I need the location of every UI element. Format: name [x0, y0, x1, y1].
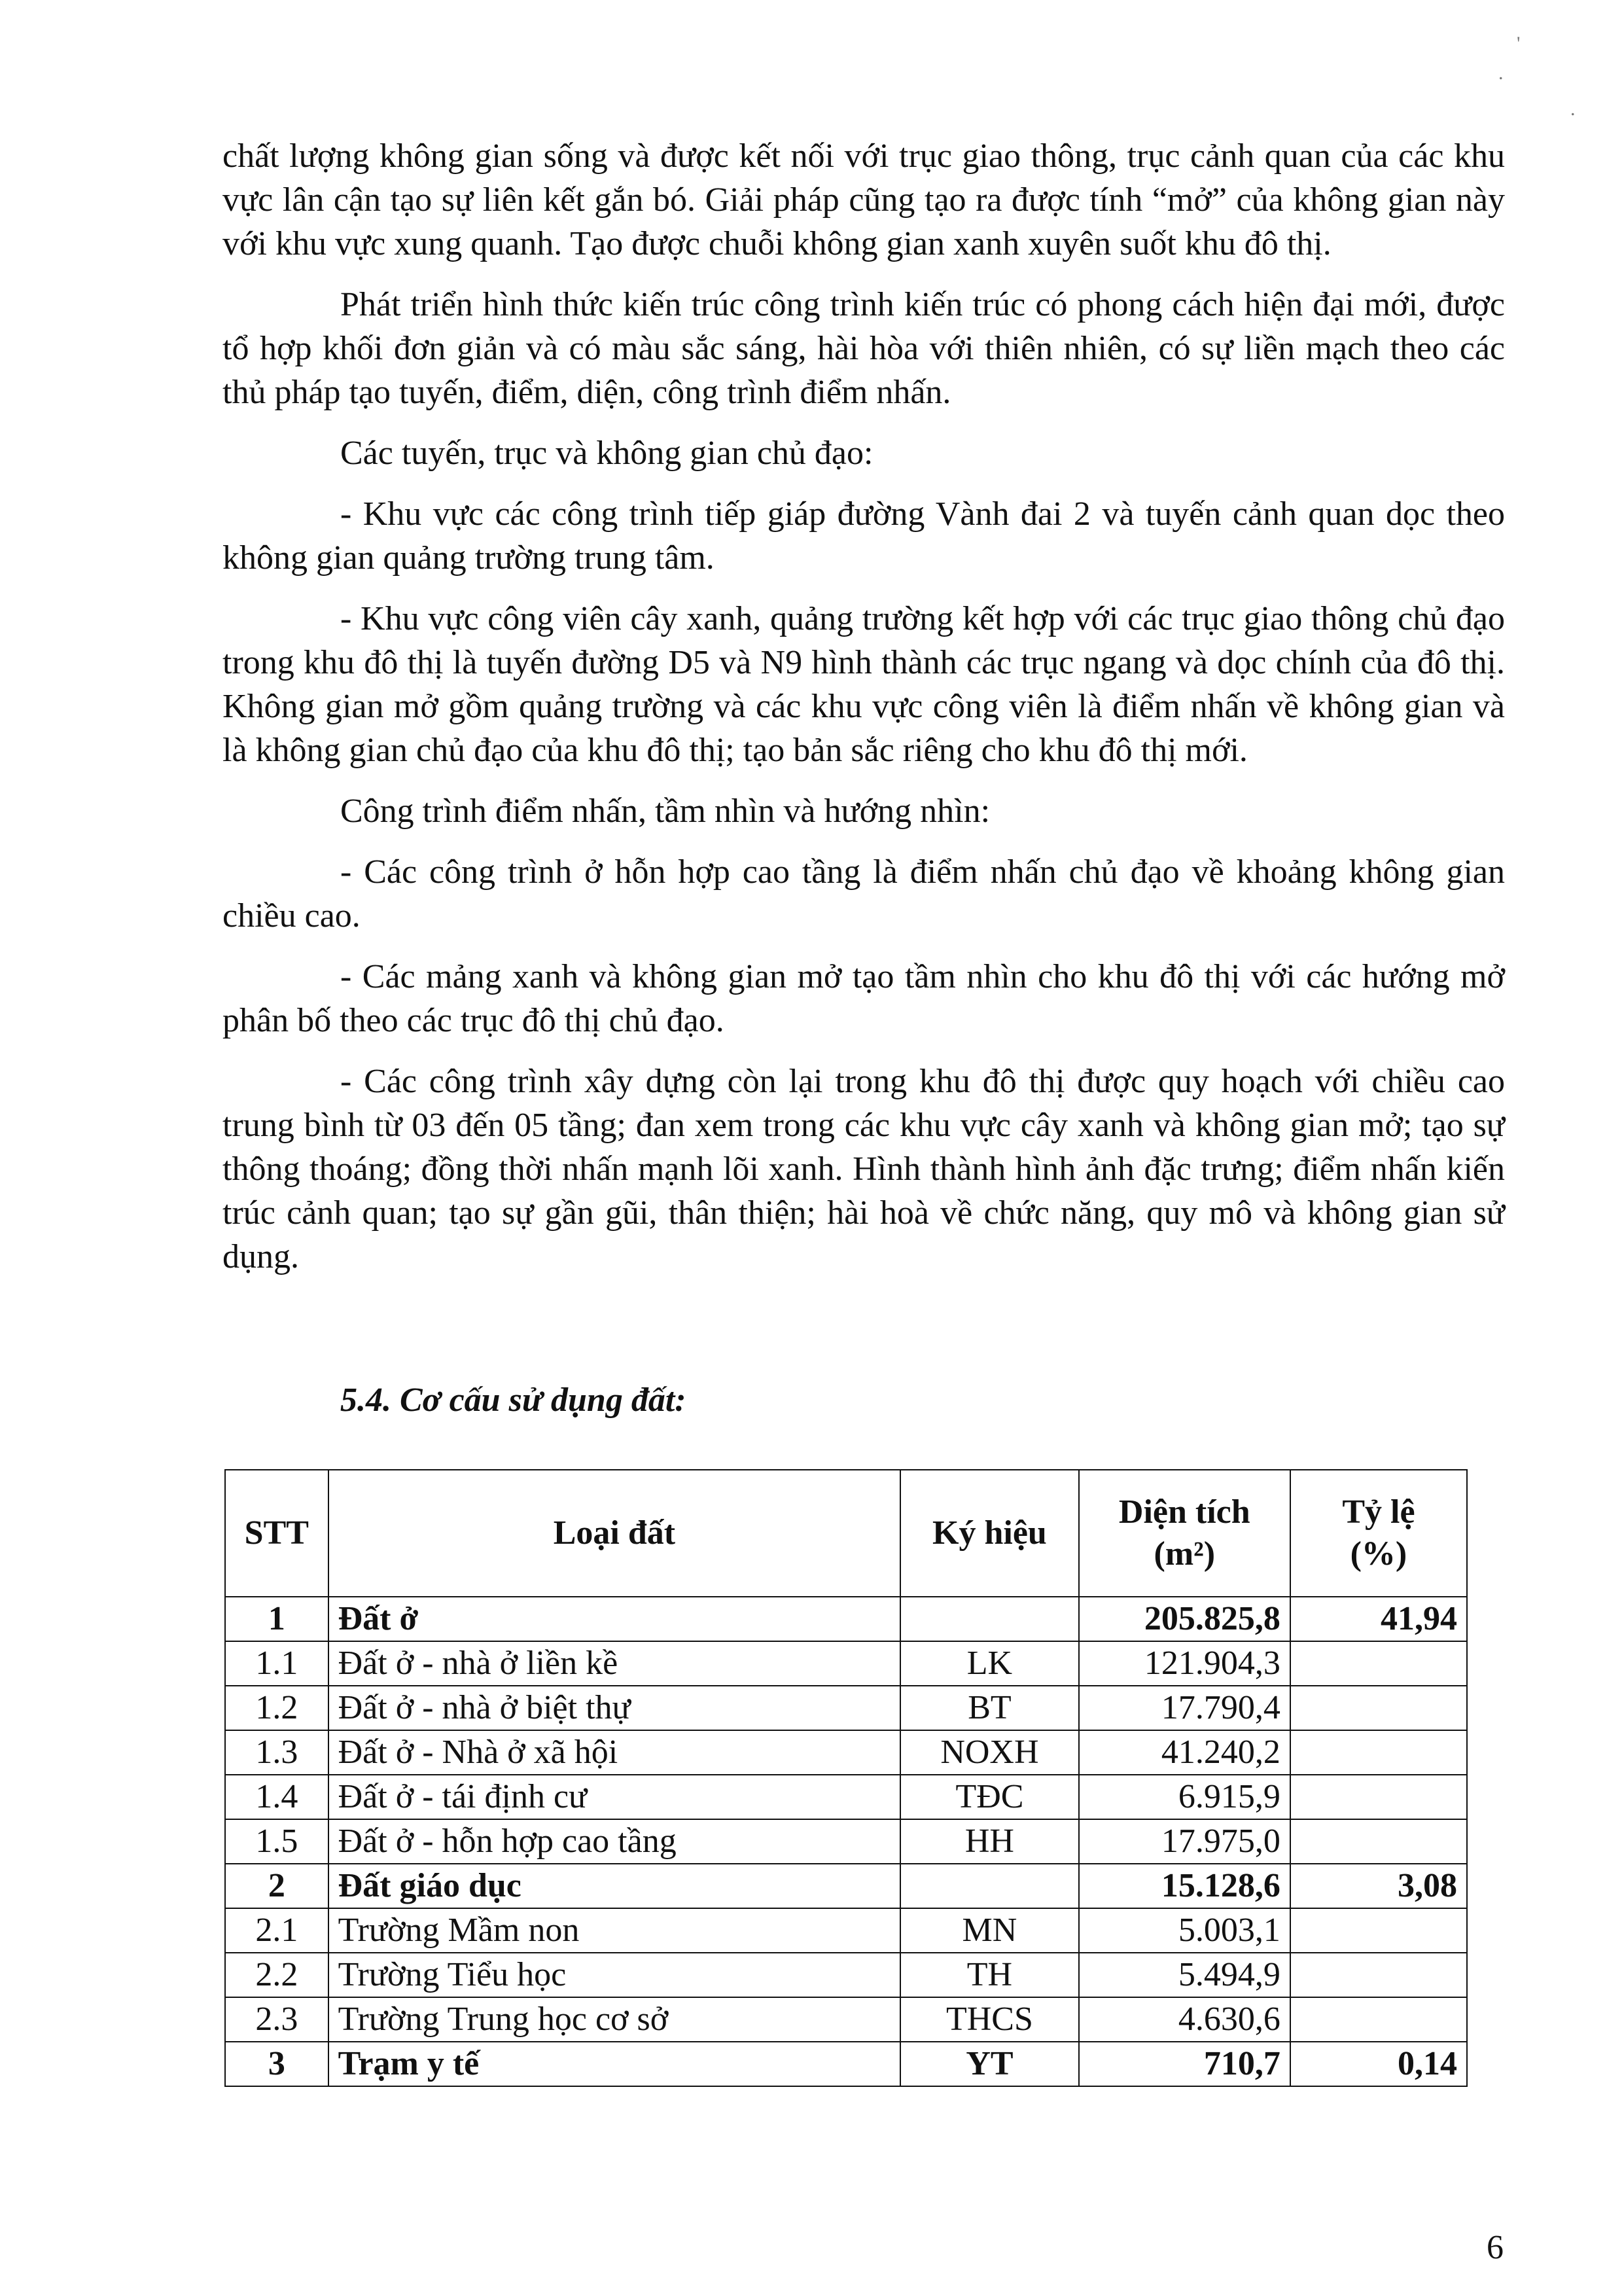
cell-code: HH: [900, 1819, 1079, 1864]
cell-land-type: Trạm y tế: [328, 2042, 901, 2086]
cell-land-type: Đất ở - tái định cư: [328, 1775, 901, 1819]
header-land-type: Loại đất: [328, 1470, 901, 1597]
cell-land-type: Đất ở - nhà ở liền kề: [328, 1641, 901, 1686]
paragraph: - Các công trình ở hỗn hợp cao tầng là điểm nhấn chủ đạo về khoảng không gian chiều cao.: [222, 853, 1505, 934]
cell-ratio: 41,94: [1290, 1597, 1467, 1641]
land-use-table: [224, 1469, 1468, 2087]
header-area-label: Diện tích: [1118, 1493, 1250, 1531]
cell-area: 5.003,1: [1079, 1908, 1290, 1953]
paragraph: chất lượng không gian sống và được kết nối với trục giao thông, trục cảnh quan của các khu vực lân cận tạo sự liên kết gắn bó. Giải pháp cũng tạo ra được tính “mở” của không gian này với khu vực xung quanh. Tạo được chuỗi không gian xanh xuyên suốt khu đô thị.: [222, 137, 1505, 262]
cell-stt: 1.3: [225, 1730, 328, 1775]
cell-land-type: Đất ở: [328, 1597, 901, 1641]
page-number: 6: [1487, 2229, 1504, 2266]
cell-code: TĐC: [900, 1775, 1079, 1819]
cell-stt: 1.5: [225, 1819, 328, 1864]
header-stt: STT: [225, 1470, 328, 1597]
cell-area: 6.915,9: [1079, 1775, 1290, 1819]
cell-code: MN: [900, 1908, 1079, 1953]
cell-stt: 1.4: [225, 1775, 328, 1819]
header-area: [1079, 1470, 1290, 1597]
scan-mark: .: [1498, 62, 1504, 84]
cell-ratio: [1290, 1908, 1467, 1953]
cell-ratio: [1290, 1686, 1467, 1730]
table-row: [225, 1775, 1467, 1819]
table-row: [225, 1953, 1467, 1997]
cell-land-type: Trường Mầm non: [328, 1908, 901, 1953]
paragraph: - Các công trình xây dựng còn lại trong khu đô thị được quy hoạch với chiều cao trung bình từ 03 đến 05 tầng; đan xem trong các khu vực cây xanh và không gian mở; tạo sự thông thoáng; đồng thời nhấn mạnh lõi xanh. Hình thành hình ảnh đặc trưng; điểm nhấn kiến trúc cảnh quan; tạo sự gần gũi, thân thiện; hài hoà về chức năng, quy mô và không gian sử dụng.: [222, 1063, 1505, 1275]
paragraph: - Khu vực các công trình tiếp giáp đường Vành đai 2 và tuyến cảnh quan dọc theo không gian quảng trường trung tâm.: [222, 495, 1505, 577]
header-code: Ký hiệu: [900, 1470, 1079, 1597]
cell-land-type: Đất ở - Nhà ở xã hội: [328, 1730, 901, 1775]
cell-ratio: [1290, 1953, 1467, 1997]
cell-area: 17.975,0: [1079, 1819, 1290, 1864]
cell-code: YT: [900, 2042, 1079, 2086]
cell-area: 15.128,6: [1079, 1864, 1290, 1908]
header-ratio: [1290, 1470, 1467, 1597]
header-ratio-label: Tỷ lệ: [1342, 1493, 1415, 1531]
cell-ratio: [1290, 1641, 1467, 1686]
cell-land-type: Trường Trung học cơ sở: [328, 1997, 901, 2042]
cell-area: 4.630,6: [1079, 1997, 1290, 2042]
table-row: [225, 1819, 1467, 1864]
cell-land-type: Đất ở - hỗn hợp cao tầng: [328, 1819, 901, 1864]
cell-stt: 2.2: [225, 1953, 328, 1997]
cell-area: 17.790,4: [1079, 1686, 1290, 1730]
cell-area: 205.825,8: [1079, 1597, 1290, 1641]
header-area-unit: (m²): [1154, 1535, 1216, 1573]
paragraph: - Khu vực công viên cây xanh, quảng trường kết hợp với các trục giao thông chủ đạo trong khu đô thị là tuyến đường D5 và N9 hình thành các trục ngang và dọc chính của đô thị. Không gian mở gồm quảng trường và các khu vực công viên là điểm nhấn về không gian và là không gian chủ đạo của khu đô thị; tạo bản sắc riêng cho khu đô thị mới.: [222, 600, 1505, 769]
cell-ratio: [1290, 1997, 1467, 2042]
paragraph: Phát triển hình thức kiến trúc công trình kiến trúc có phong cách hiện đại mới, được tổ hợp khối đơn giản và có màu sắc sáng, hài hòa với thiên nhiên, có sự liền mạch theo các thủ pháp tạo tuyến, điểm, diện, công trình điểm nhấn.: [222, 286, 1505, 411]
paragraph: Công trình điểm nhấn, tầm nhìn và hướng nhìn:: [340, 792, 991, 830]
cell-stt: 1: [225, 1597, 328, 1641]
cell-ratio: [1290, 1730, 1467, 1775]
table-row: [225, 1730, 1467, 1775]
cell-code: THCS: [900, 1997, 1079, 2042]
header-ratio-unit: (%): [1350, 1535, 1407, 1573]
cell-area: 5.494,9: [1079, 1953, 1290, 1997]
cell-land-type: Đất giáo dục: [328, 1864, 901, 1908]
cell-area: 41.240,2: [1079, 1730, 1290, 1775]
table-row: [225, 1686, 1467, 1730]
table-body: [225, 1597, 1467, 2086]
cell-ratio: [1290, 1819, 1467, 1864]
paragraph: - Các mảng xanh và không gian mở tạo tầm nhìn cho khu đô thị với các hướng mở phân bố theo các trục đô thị chủ đạo.: [222, 958, 1505, 1039]
section-heading: 5.4. Cơ cấu sử dụng đất:: [340, 1381, 686, 1419]
cell-code: BT: [900, 1686, 1079, 1730]
cell-code: NOXH: [900, 1730, 1079, 1775]
scan-mark: .: [1570, 98, 1576, 120]
table-header-row: [225, 1470, 1467, 1597]
cell-stt: 2.1: [225, 1908, 328, 1953]
cell-stt: 2: [225, 1864, 328, 1908]
cell-code: TH: [900, 1953, 1079, 1997]
cell-area: 710,7: [1079, 2042, 1290, 2086]
cell-code: [900, 1597, 1079, 1641]
scan-mark: ': [1517, 33, 1521, 54]
cell-stt: 2.3: [225, 1997, 328, 2042]
cell-ratio: 0,14: [1290, 2042, 1467, 2086]
table-row: [225, 1597, 1467, 1641]
table-row: [225, 1997, 1467, 2042]
cell-stt: 1.2: [225, 1686, 328, 1730]
table-row: [225, 2042, 1467, 2086]
table-row: [225, 1864, 1467, 1908]
body-text: [222, 134, 1505, 1296]
table-row: [225, 1908, 1467, 1953]
cell-stt: 3: [225, 2042, 328, 2086]
cell-code: LK: [900, 1641, 1079, 1686]
paragraph: Các tuyến, trục và không gian chủ đạo:: [340, 435, 874, 472]
cell-stt: 1.1: [225, 1641, 328, 1686]
cell-ratio: [1290, 1775, 1467, 1819]
cell-land-type: Trường Tiểu học: [328, 1953, 901, 1997]
table-row: [225, 1641, 1467, 1686]
cell-area: 121.904,3: [1079, 1641, 1290, 1686]
cell-land-type: Đất ở - nhà ở biệt thự: [328, 1686, 901, 1730]
cell-ratio: 3,08: [1290, 1864, 1467, 1908]
cell-code: [900, 1864, 1079, 1908]
